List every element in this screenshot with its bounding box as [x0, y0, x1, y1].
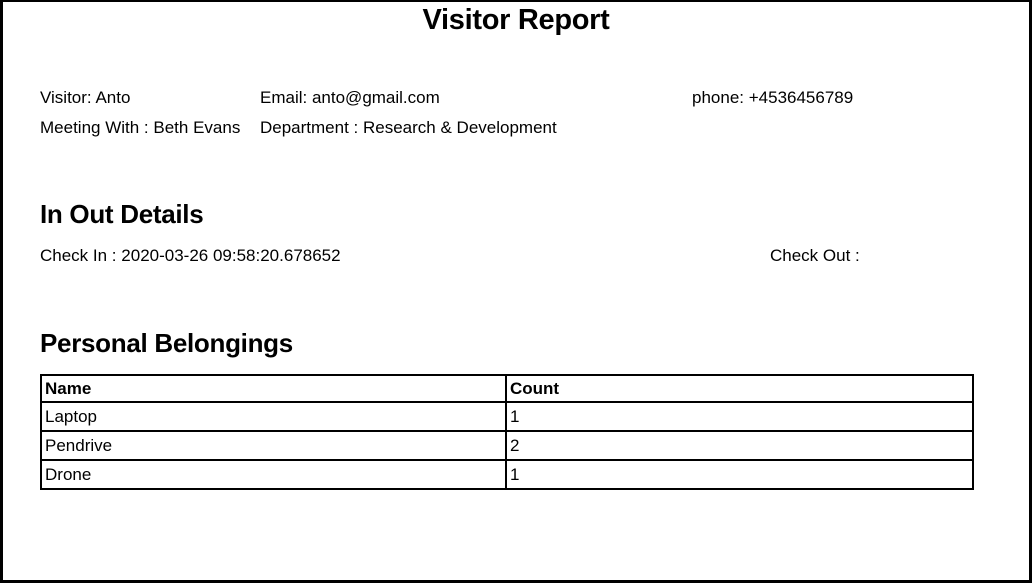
- meeting-with-label: Meeting With :: [40, 118, 149, 137]
- table-header-row: [41, 375, 973, 402]
- belongings-table: [40, 374, 974, 490]
- cell-name: Laptop: [41, 402, 506, 431]
- table-header-name: Name: [41, 375, 506, 402]
- cell-count: 1: [506, 402, 973, 431]
- check-in-field: [40, 246, 341, 266]
- table-row: [41, 402, 973, 431]
- visitor-label: Visitor:: [40, 88, 92, 107]
- department-field: [260, 118, 557, 138]
- check-in-label: Check In :: [40, 246, 117, 265]
- visitor-field: [40, 88, 130, 108]
- department-value: Research & Development: [363, 118, 557, 137]
- meeting-with-field: [40, 118, 240, 138]
- personal-belongings-heading: Personal Belongings: [40, 328, 293, 358]
- cell-name: Pendrive: [41, 431, 506, 460]
- meeting-with-value: Beth Evans: [153, 118, 241, 137]
- phone-label: phone:: [692, 88, 744, 107]
- table-row: [41, 460, 973, 489]
- cell-name: Drone: [41, 460, 506, 489]
- email-value: anto@gmail.com: [311, 88, 440, 107]
- report-title: Visitor Report: [422, 4, 610, 36]
- visitor-value: Anto: [95, 88, 131, 107]
- department-label: Department :: [260, 118, 359, 137]
- check-out-field: [770, 246, 860, 266]
- check-out-label: Check Out :: [770, 246, 860, 265]
- table-row: [41, 431, 973, 460]
- phone-value: +4536456789: [748, 88, 854, 107]
- cell-count: 2: [506, 431, 973, 460]
- email-field: [260, 88, 440, 108]
- table-header-count: Count: [506, 375, 973, 402]
- cell-count: 1: [506, 460, 973, 489]
- phone-field: [692, 88, 853, 108]
- email-label: Email:: [260, 88, 308, 107]
- check-in-value: 2020-03-26 09:58:20.678652: [121, 246, 341, 265]
- in-out-details-heading: In Out Details: [40, 199, 204, 229]
